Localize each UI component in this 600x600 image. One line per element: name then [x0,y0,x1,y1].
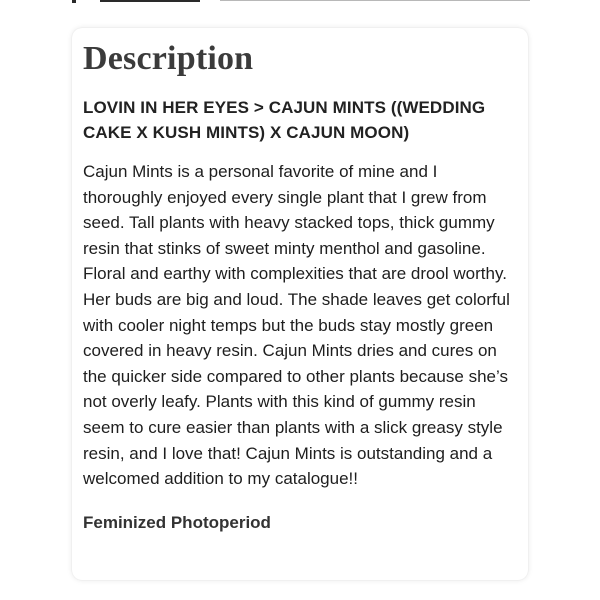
description-heading: Description [83,40,254,77]
product-name-heading: LOVIN IN HER EYES > CAJUN MINTS ((WEDDING CAKE X KUSH MINTS) X CAJUN MOON) [83,98,486,142]
tab-indicator-dot [72,0,76,3]
description-body-text: Cajun Mints is a personal favorite of mine and I thoroughly enjoyed every single plant that I grew from seed. Tall plants with heavy stacked tops, thick gummy resin that stinks of sweet minty menthol and gasoline. Floral and earthy with complexities that are drool worthy. Her buds are big and loud. The shade leaves get colorful with cooler night temps but the buds stay mostly green covered in heavy resin. Cajun Mints dries and cures on the quicker side compared to other plants because she’s not overly leafy. Plants with this kind of gummy resin seem to cure easier than plants with a slick greasy style resin, and I love that! Cajun Mints is outstanding and a welcomed addition to my catalogue!! [83,162,510,489]
active-tab-underline[interactable] [100,0,200,2]
inactive-tab-underline[interactable] [220,0,530,1]
product-type-label: Feminized Photoperiod [83,512,271,532]
description-card [72,28,528,580]
